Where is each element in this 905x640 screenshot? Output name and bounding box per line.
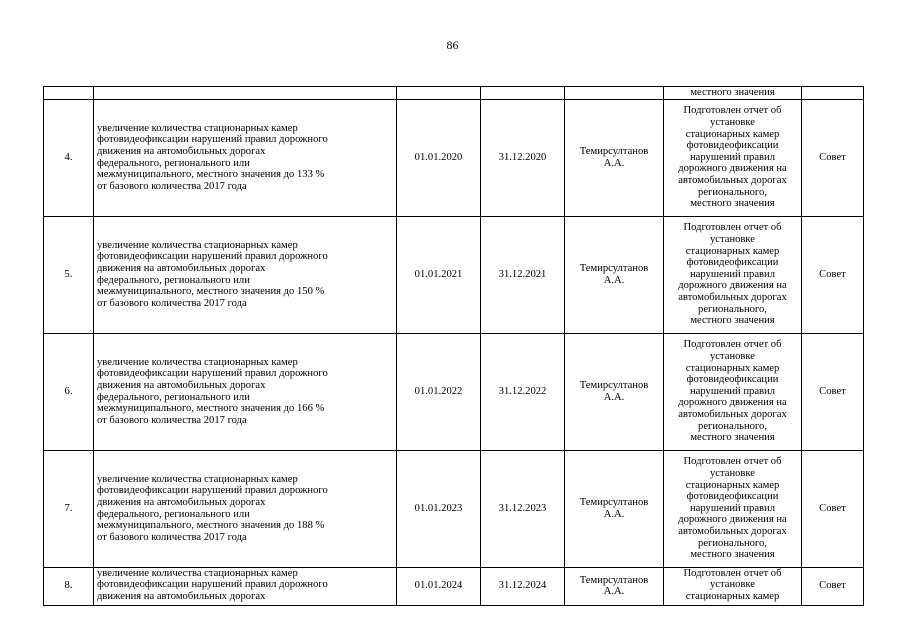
desc-line: увеличение количества стационарных камер: [97, 122, 298, 134]
result-line: стационарных камер: [685, 128, 780, 140]
result-cell: [664, 99, 802, 216]
result-line: автомобильных дорогах: [678, 525, 787, 537]
result-line: стационарных камер: [685, 245, 780, 257]
result-line: местного значения: [690, 315, 775, 327]
end-date-cell: 31.12.2020: [481, 99, 565, 216]
result-cell: [664, 87, 802, 100]
resp-line: А.А.: [603, 586, 625, 598]
result-line: установке: [709, 234, 755, 246]
responsible-cell: [565, 99, 664, 216]
result-line: дорожного движения на: [678, 163, 787, 175]
resp-line: А.А.: [603, 391, 625, 403]
result-line: Подготовлен отчет об: [683, 567, 782, 579]
end-date-cell: 31.12.2023: [481, 450, 565, 567]
result-line: дорожного движения на: [678, 280, 787, 292]
desc-line: фотовидеофиксации нарушений правил дорожного: [97, 485, 328, 497]
result-line: установке: [709, 468, 755, 480]
desc-cell: [94, 567, 397, 605]
responsible-cell: [565, 333, 664, 450]
end-date-cell: 31.12.2021: [481, 216, 565, 333]
table-row: [44, 99, 864, 216]
resp-line: Темирсултанов: [579, 263, 649, 274]
result-cell: [664, 216, 802, 333]
desc-line: от базового количества 2017 года: [97, 414, 247, 426]
control-cell: Совет: [802, 99, 864, 216]
desc-line: движения на автомобильных дорогах: [97, 497, 266, 508]
num-cell: 7.: [44, 450, 94, 567]
result-line: Подготовлен отчет об: [683, 105, 782, 117]
num-cell: 4.: [44, 99, 94, 216]
control-cell: [802, 87, 864, 100]
result-line: фотовидеофиксации: [686, 491, 779, 503]
result-line: автомобильных дорогах: [678, 174, 787, 186]
start-date-cell: [397, 87, 481, 100]
resp-line: Темирсултанов: [579, 574, 649, 586]
start-date-cell: 01.01.2023: [397, 450, 481, 567]
result-line: установке: [709, 117, 755, 129]
desc-line: от базового количества 2017 года: [97, 531, 247, 543]
page-number: 86: [446, 38, 459, 52]
resp-line: А.А.: [603, 274, 625, 286]
end-date-cell: 31.12.2022: [481, 333, 565, 450]
desc-line: фотовидеофиксации нарушений правил дорожного: [97, 579, 328, 591]
resp-line: А.А.: [603, 157, 625, 169]
responsible-cell: [565, 216, 664, 333]
resp-line: Темирсултанов: [579, 497, 649, 508]
end-date-cell: 31.12.2024: [481, 567, 565, 605]
result-line: фотовидеофиксации: [686, 257, 779, 269]
result-line: Подготовлен отчет об: [683, 339, 782, 351]
table-row: [44, 216, 864, 333]
desc-line: увеличение количества стационарных камер: [97, 356, 298, 368]
desc-line: федерального, регионального или: [97, 391, 250, 403]
result-line: регионального,: [698, 186, 767, 198]
result-line: стационарных камер: [685, 590, 780, 602]
end-date-cell: [481, 87, 565, 100]
desc-line: федерального, регионального или: [97, 274, 250, 286]
result-line: нарушений правил: [690, 151, 775, 163]
control-cell: Совет: [802, 450, 864, 567]
resp-line: А.А.: [603, 508, 625, 520]
desc-line: фотовидеофиксации нарушений правил дорожного: [97, 368, 328, 380]
control-cell: Совет: [802, 333, 864, 450]
start-date-cell: 01.01.2022: [397, 333, 481, 450]
desc-line: фотовидеофиксации нарушений правил дорожного: [97, 134, 328, 146]
table-row: [44, 333, 864, 450]
desc-cell: [94, 333, 397, 450]
result-line: Подготовлен отчет об: [683, 222, 782, 234]
result-line: местного значения: [690, 432, 775, 444]
num-cell: [44, 87, 94, 100]
result-line: нарушений правил: [690, 268, 775, 280]
result-line: регионального,: [698, 420, 767, 432]
result-cell: [664, 450, 802, 567]
responsible-cell: [565, 450, 664, 567]
responsible-cell: [565, 567, 664, 605]
result-line: автомобильных дорогах: [678, 291, 787, 303]
num-cell: 6.: [44, 333, 94, 450]
result-line: регионального,: [698, 303, 767, 315]
result-line: местного значения: [690, 87, 775, 98]
desc-line: фотовидеофиксации нарушений правил дорожного: [97, 251, 328, 263]
result-line: установке: [709, 579, 755, 591]
result-line: нарушений правил: [690, 502, 775, 514]
resp-line: Темирсултанов: [579, 146, 649, 157]
result-line: местного значения: [690, 549, 775, 561]
desc-line: движения на автомобильных дорогах: [97, 590, 266, 602]
desc-line: межмуниципального, местного значения до 150 %: [97, 286, 325, 298]
result-line: регионального,: [698, 537, 767, 549]
desc-line: увеличение количества стационарных камер: [97, 239, 298, 251]
desc-line: межмуниципального, местного значения до 133 %: [97, 169, 325, 181]
control-cell: Совет: [802, 216, 864, 333]
desc-cell: [94, 450, 397, 567]
result-cell: [664, 567, 802, 605]
result-line: фотовидеофиксации: [686, 140, 779, 152]
desc-line: движения на автомобильных дорогах: [97, 263, 266, 274]
start-date-cell: 01.01.2024: [397, 567, 481, 605]
table-row-continued: [44, 87, 864, 100]
desc-line: движения на автомобильных дорогах: [97, 380, 266, 391]
desc-line: от базового количества 2017 года: [97, 180, 247, 192]
result-line: дорожного движения на: [678, 397, 787, 409]
result-line: дорожного движения на: [678, 514, 787, 526]
result-line: стационарных камер: [685, 362, 780, 374]
desc-cell: [94, 87, 397, 100]
result-line: фотовидеофиксации: [686, 374, 779, 386]
desc-line: межмуниципального, местного значения до 188 %: [97, 520, 325, 532]
result-cell: [664, 333, 802, 450]
result-line: стационарных камер: [685, 479, 780, 491]
responsible-cell: [565, 87, 664, 100]
num-cell: 5.: [44, 216, 94, 333]
desc-line: увеличение количества стационарных камер: [97, 567, 298, 579]
desc-line: от базового количества 2017 года: [97, 297, 247, 309]
desc-line: федерального, регионального или: [97, 508, 250, 520]
control-cell: Совет: [802, 567, 864, 605]
result-line: Подготовлен отчет об: [683, 456, 782, 468]
desc-line: движения на автомобильных дорогах: [97, 146, 266, 157]
desc-line: межмуниципального, местного значения до 166 %: [97, 403, 325, 415]
resp-line: Темирсултанов: [579, 380, 649, 391]
result-line: местного значения: [690, 198, 775, 210]
result-line: автомобильных дорогах: [678, 408, 787, 420]
start-date-cell: 01.01.2021: [397, 216, 481, 333]
table-row: [44, 450, 864, 567]
desc-line: увеличение количества стационарных камер: [97, 473, 298, 485]
desc-cell: [94, 216, 397, 333]
desc-line: федерального, регионального или: [97, 157, 250, 169]
num-cell: 8.: [44, 567, 94, 605]
result-line: нарушений правил: [690, 385, 775, 397]
plan-table: [43, 86, 864, 606]
desc-cell: [94, 99, 397, 216]
result-line: установке: [709, 351, 755, 363]
table-row: [44, 567, 864, 605]
start-date-cell: 01.01.2020: [397, 99, 481, 216]
